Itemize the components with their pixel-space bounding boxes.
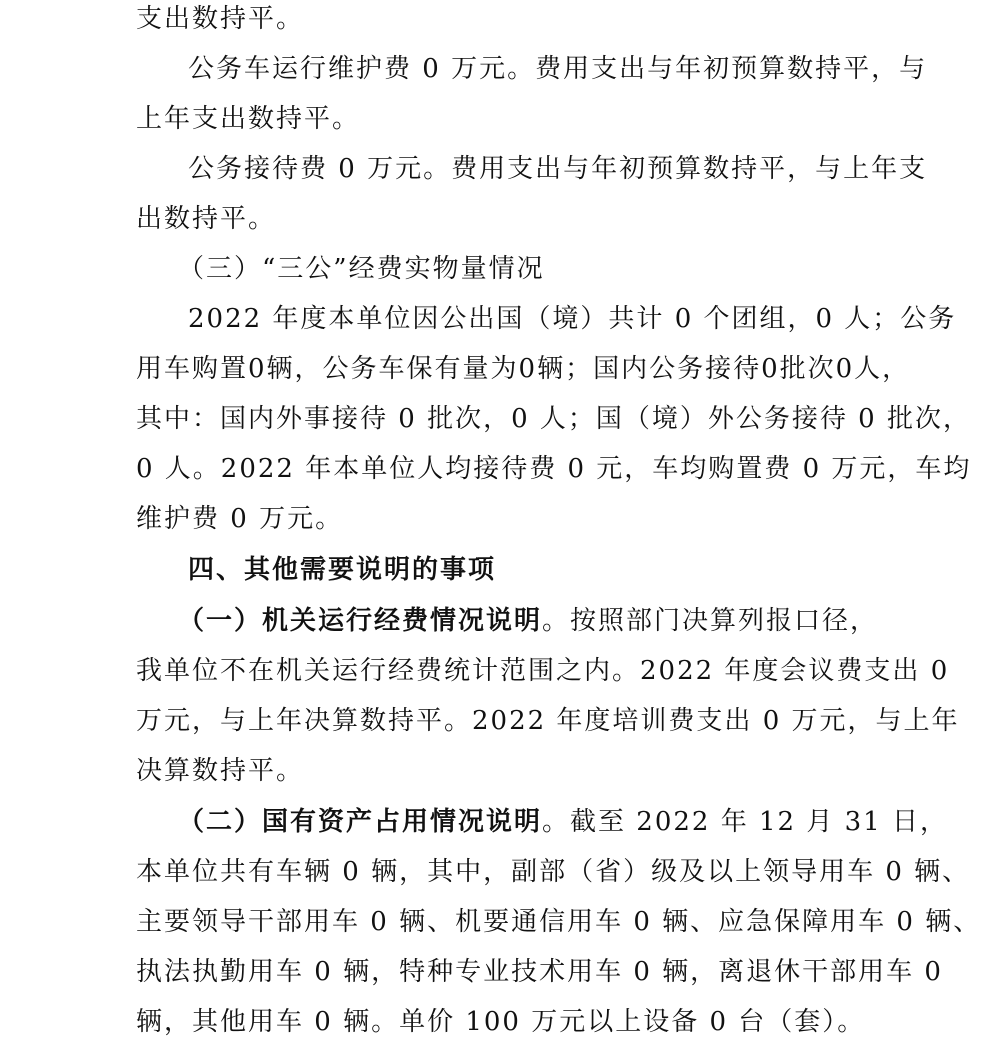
- text-line: 万元，与上年决算数持平。2022 年度培训费支出 0 万元，与上年: [136, 706, 960, 736]
- subsection-line: [178, 805, 948, 839]
- text-line: 上年支出数持平。: [136, 104, 361, 134]
- text-line: 支出数持平。: [136, 4, 305, 34]
- section-heading: （三）“三公”经费实物量情况: [178, 254, 545, 284]
- subsection-line: [178, 604, 938, 638]
- subsection-heading: （二）国有资产占用情况说明: [178, 807, 543, 837]
- text-line: 公务接待费 0 万元。费用支出与年初预算数持平，与上年支: [188, 154, 928, 184]
- text-line: 辆，其他用车 0 辆。单价 100 万元以上设备 0 台（套）。: [136, 1007, 866, 1037]
- text-line: 0 人。2022 年本单位人均接待费 0 元，车均购置费 0 万元，车均: [136, 454, 972, 484]
- text-line: 出数持平。: [136, 204, 277, 234]
- text-line: 公务车运行维护费 0 万元。费用支出与年初预算数持平，与: [188, 54, 928, 84]
- section-heading: 四、其他需要说明的事项: [188, 555, 497, 585]
- text-line: 维护费 0 万元。: [136, 504, 344, 534]
- text-line: 决算数持平。: [136, 756, 305, 786]
- text-line: 执法执勤用车 0 辆，特种专业技术用车 0 辆，离退休干部用车 0: [136, 957, 943, 987]
- text-line: 2022 年度本单位因公出国（境）共计 0 个团组，0 人；公务: [188, 304, 957, 334]
- text-line: 本单位共有车辆 0 辆，其中，副部（省）级及以上领导用车 0 辆、: [136, 857, 971, 887]
- text-line: 主要领导干部用车 0 辆、机要通信用车 0 辆、应急保障用车 0 辆、: [136, 907, 982, 937]
- text-line: 其中：国内外事接待 0 批次，0 人；国（境）外公务接待 0 批次，: [136, 404, 971, 434]
- text-line: 我单位不在机关运行经费统计范围之内。2022 年度会议费支出 0: [136, 656, 950, 686]
- subsection-text: 。按照部门决算列报口径，: [542, 606, 879, 636]
- text-line: 用车购置0辆，公务车保有量为0辆；国内公务接待0批次0人，: [136, 354, 911, 384]
- subsection-heading: （一）机关运行经费情况说明: [178, 606, 543, 636]
- subsection-text: 。截至 2022 年 12 月 31 日，: [542, 807, 948, 837]
